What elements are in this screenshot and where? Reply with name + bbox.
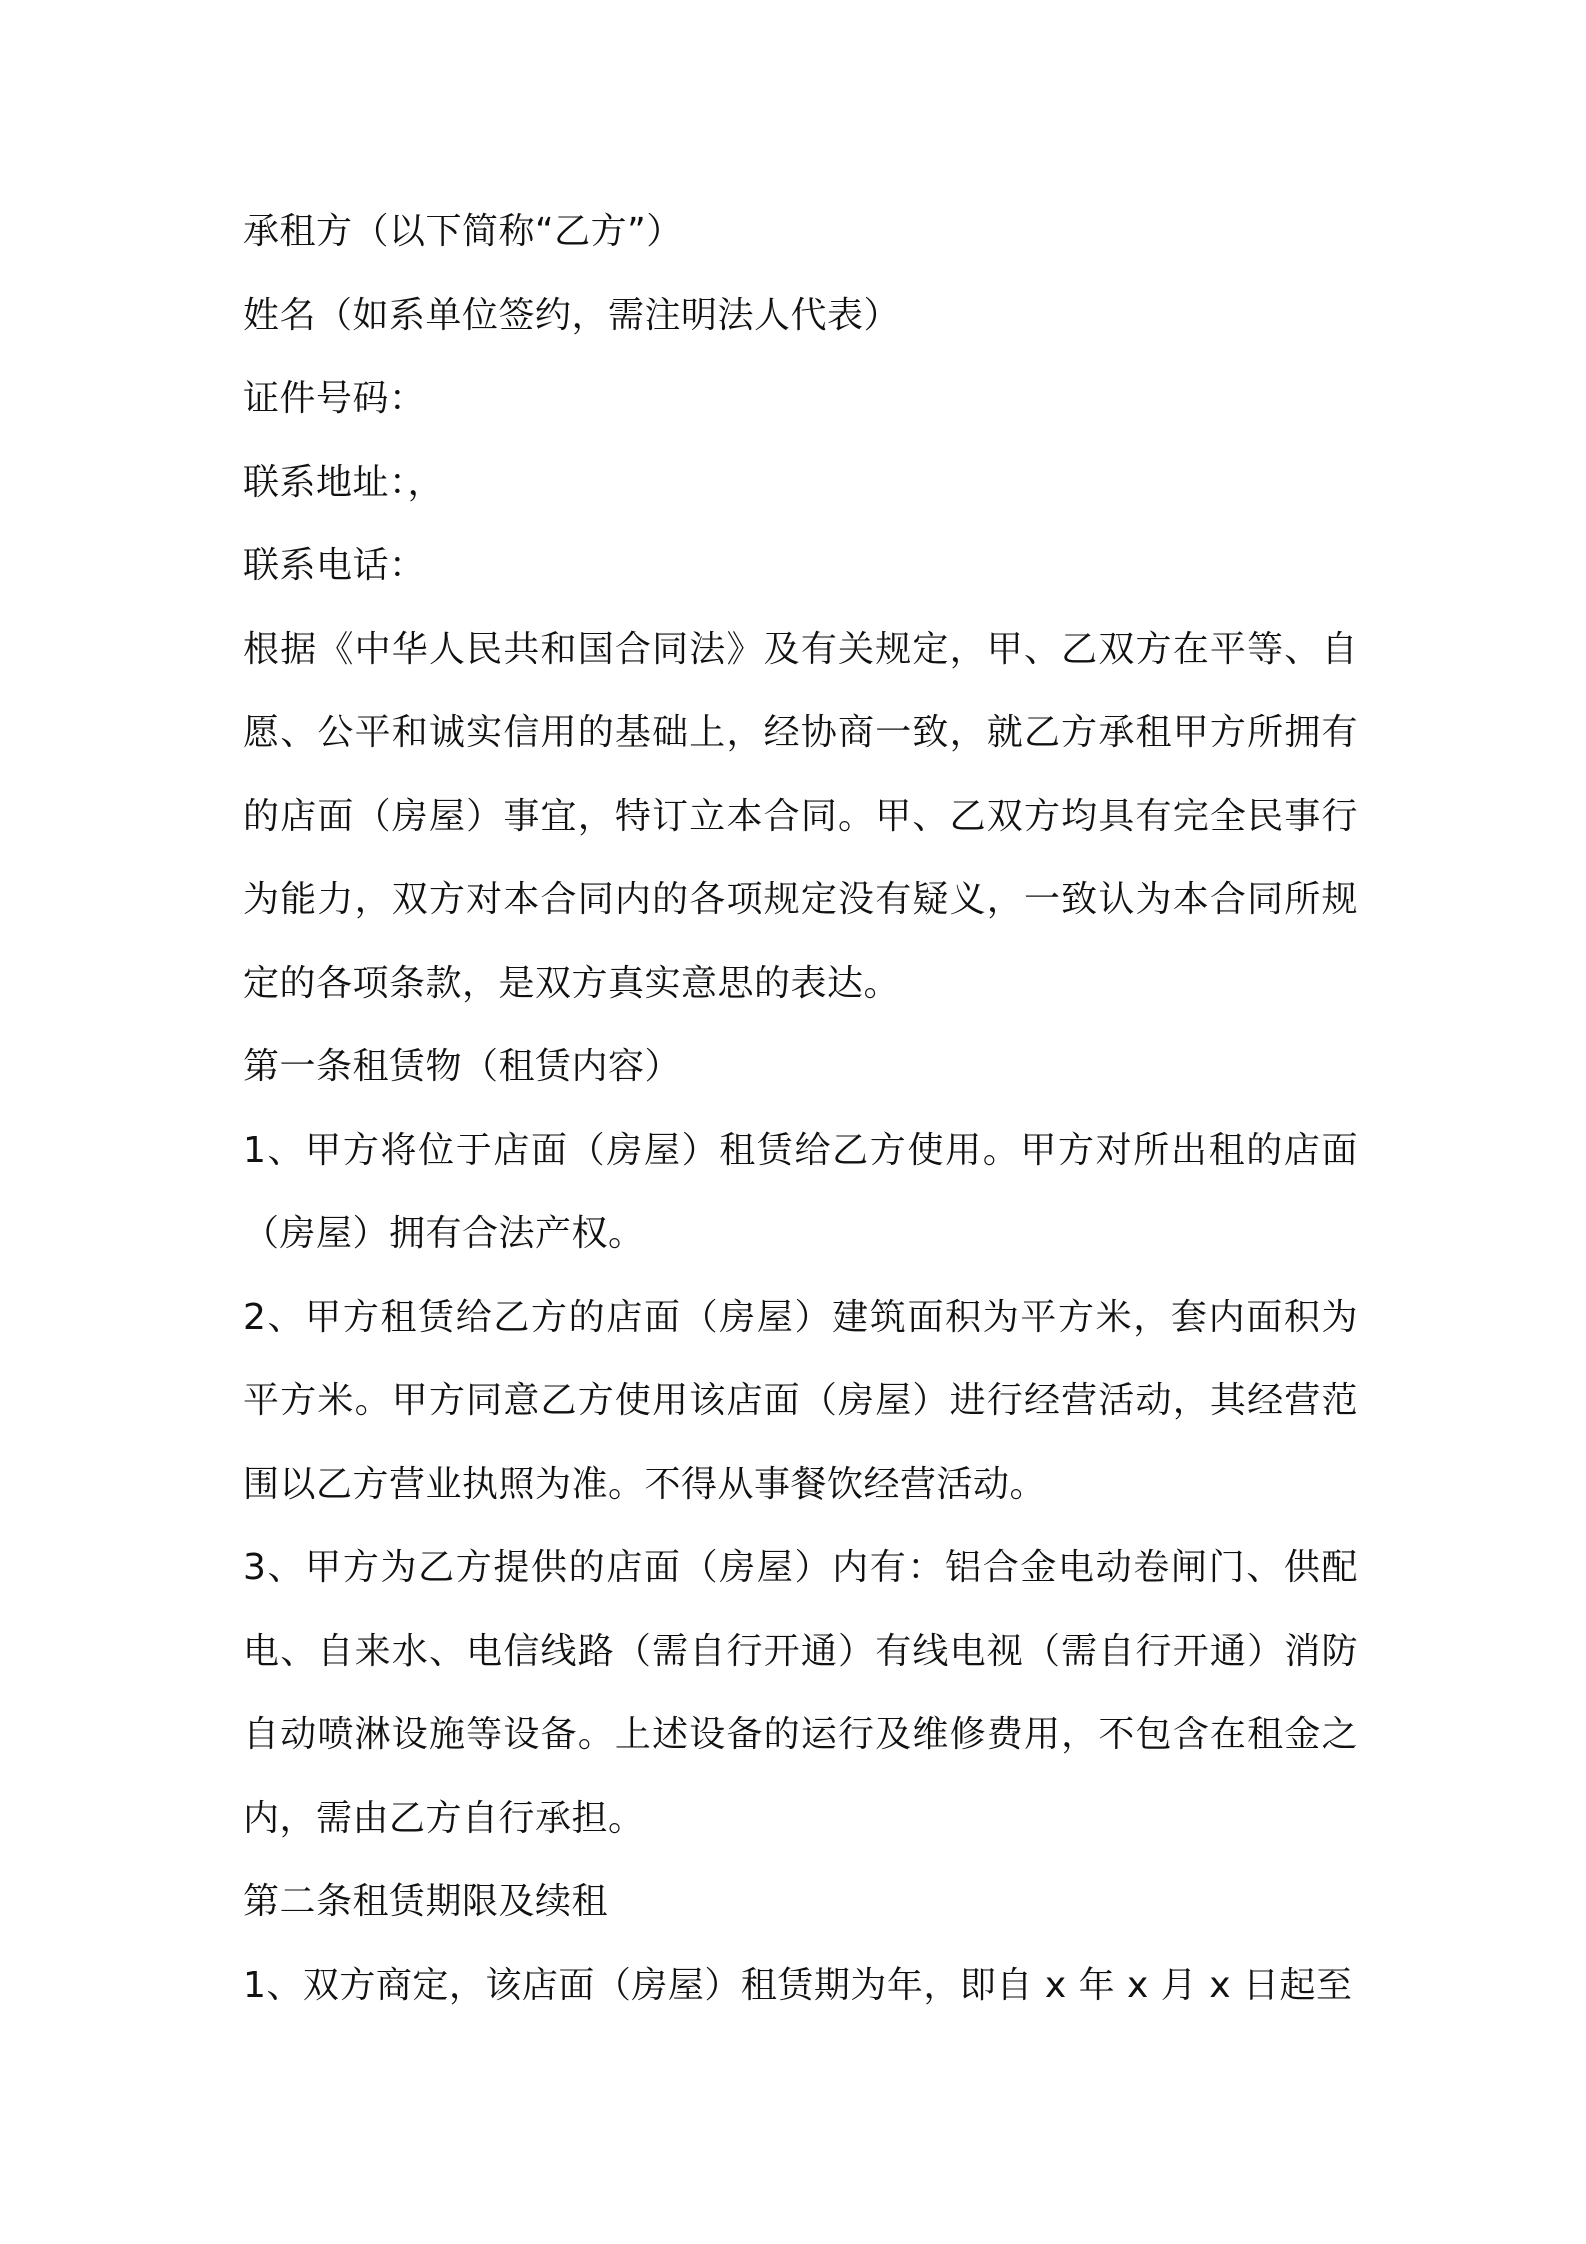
- name-line: 姓名（如系单位签约，需注明法人代表）: [243, 294, 901, 336]
- preamble-paragraph: 根据《中华人民共和国合同法》及有关规定，甲、乙双方在平等、自愿、公平和诚实信用的基础上，经协商一致，就乙方承租甲方所拥有的店面（房屋）事宜，特订立本合同。甲、乙双方均具有完全民事行为能力，双方对本合同内的各项规定没有疑义，一致认为本合同所规定的各项条款，是双方真实意思的表达。: [243, 628, 1358, 1004]
- article-2-title: 第二条租赁期限及续租: [243, 1881, 609, 1922]
- id-number-line: 证件号码：: [243, 378, 426, 419]
- article-1-clause-3: 3、甲方为乙方提供的店面（房屋）内有：铝合金电动卷闸门、供配电、自来水、电信线路（需自行开通）有线电视（需自行开通）消防自动喷淋设施等设备。上述设备的运行及维修费用，不包含在租金之内，需由乙方自行承担。: [243, 1547, 1358, 1839]
- contract-body: [243, 190, 1358, 2027]
- article-1-title: 第一条租赁物（租赁内容）: [243, 1046, 682, 1087]
- article-1-clause-1: 1、甲方将位于店面（房屋）租赁给乙方使用。甲方对所出租的店面（房屋）拥有合法产权。: [243, 1129, 1358, 1254]
- party-b-heading: 承租方（以下简称“乙方”）: [243, 211, 683, 252]
- article-2-clause-1: 1、双方商定，该店面（房屋）租赁期为年，即自 x 年 x 月 x 日起至: [243, 1964, 1353, 2006]
- phone-line: 联系电话：: [243, 545, 426, 586]
- address-line: 联系地址：，: [243, 461, 445, 503]
- article-1-clause-2: 2、甲方租赁给乙方的店面（房屋）建筑面积为平方米，套内面积为平方米。甲方同意乙方使用该店面（房屋）进行经营活动，其经营范围以乙方营业执照为准。不得从事餐饮经营活动。: [243, 1296, 1358, 1505]
